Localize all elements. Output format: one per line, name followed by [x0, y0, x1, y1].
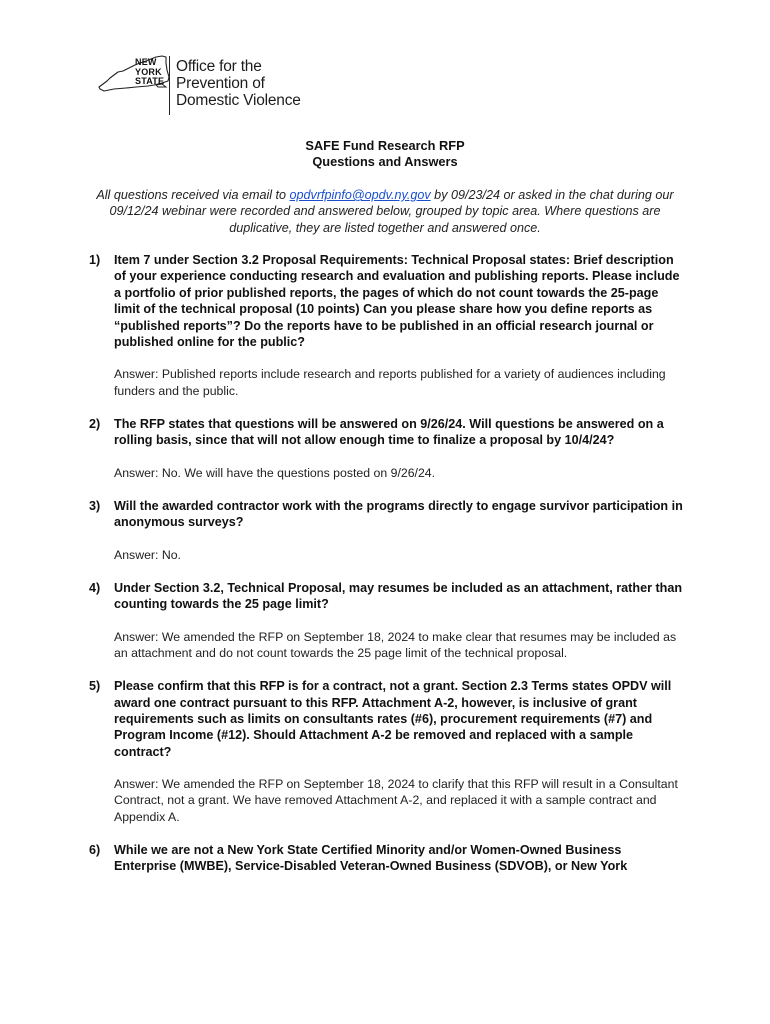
qa-list: [89, 252, 685, 892]
item-number: 2): [89, 416, 101, 431]
question-text: Will the awarded contractor work with the programs directly to engage survivor participation in anonymous surveys?: [114, 498, 683, 530]
qa-item-1: [89, 252, 685, 399]
office-line-3: Domestic Violence: [176, 92, 301, 109]
question-text: Item 7 under Section 3.2 Proposal Requirements: Technical Proposal states: Brief description of your experience conducting research and evaluation and publishing reports. Please include a portfolio of prior published reports, the pages of which do not count towards the 25-page limit of the technical proposal (10 points) Can you please share how you define reports as “published reports”? Do the reports have to be published in an official research journal or published online for the public?: [114, 253, 680, 350]
question-text: While we are not a New York State Certified Minority and/or Women-Owned Business Enterprise (MWBE), Service-Disabled Veteran-Owned Business (SDVOB), or New York: [114, 842, 628, 874]
answer-text: Answer: We amended the RFP on September 18, 2024 to clarify that this RFP will result in a Consultant Contract, not a grant. We have removed Attachment A-2, and replaced it with a sample contract and Appendix A.: [114, 777, 678, 824]
intro-after: by 09/23/24 or asked in the chat during our 09/12/24 webinar were recorded and answered below, grouped by topic area. Where questions are duplicative, they are listed together and answered once.: [109, 188, 674, 235]
logo-divider: [169, 56, 170, 115]
new-york-state-wordmark: [135, 58, 164, 87]
state-line-new: NEW: [135, 57, 157, 67]
state-line-york: YORK: [135, 66, 162, 77]
question-text: Under Section 3.2, Technical Proposal, may resumes be included as an attachment, rather than counting towards the 25 page limit?: [114, 580, 683, 612]
qa-item-3: [89, 498, 685, 563]
answer-text: Answer: Published reports include research and reports published for a variety of audiences including funders and the public.: [114, 367, 666, 398]
title-line-2: Questions and Answers: [312, 154, 458, 169]
item-number: 1): [89, 253, 101, 267]
qa-item-5: [89, 678, 685, 825]
item-number: 4): [89, 580, 101, 595]
answer-text: Answer: No. We will have the questions posted on 9/26/24.: [114, 465, 436, 480]
question-text: Please confirm that this RFP is for a contract, not a grant. Section 2.3 Terms states OPDV will award one contract pursuant to this RFP. Attachment A-2, however, is inclusive of grant requirements such as limits on consultants rates (#6), procurement requirements (#7) and Program Income (#12). Should Attachment A-2 be removed and replaced with a sample contract?: [114, 679, 672, 759]
item-number: 5): [89, 679, 101, 694]
qa-item-2: [89, 416, 685, 481]
title-line-1: SAFE Fund Research RFP: [305, 138, 465, 153]
answer-text: Answer: No.: [114, 547, 181, 562]
answer-text: Answer: We amended the RFP on September 18, 2024 to make clear that resumes may be included as an attachment and do not count towards the 25 page limit of the technical proposal.: [114, 629, 677, 660]
question-text: The RFP states that questions will be answered on 9/26/24. Will questions be answered on a rolling basis, since that will not allow enough time to finalize a proposal by 10/4/24?: [114, 416, 664, 448]
document-title: [0, 138, 770, 170]
office-line-1: Office for the: [176, 58, 262, 75]
intro-before: All questions received via email to: [96, 188, 290, 202]
office-name: [176, 58, 301, 109]
item-number: 6): [89, 842, 101, 857]
opdv-logo: [96, 54, 326, 118]
email-link[interactable]: opdvrfpinfo@opdv.ny.gov: [289, 188, 431, 202]
item-number: 3): [89, 498, 101, 513]
intro-paragraph: [90, 187, 680, 236]
state-line-state: STATE: [135, 76, 165, 86]
qa-item-4: [89, 580, 685, 661]
qa-item-6: [89, 842, 685, 875]
office-line-2: Prevention of: [176, 75, 265, 92]
